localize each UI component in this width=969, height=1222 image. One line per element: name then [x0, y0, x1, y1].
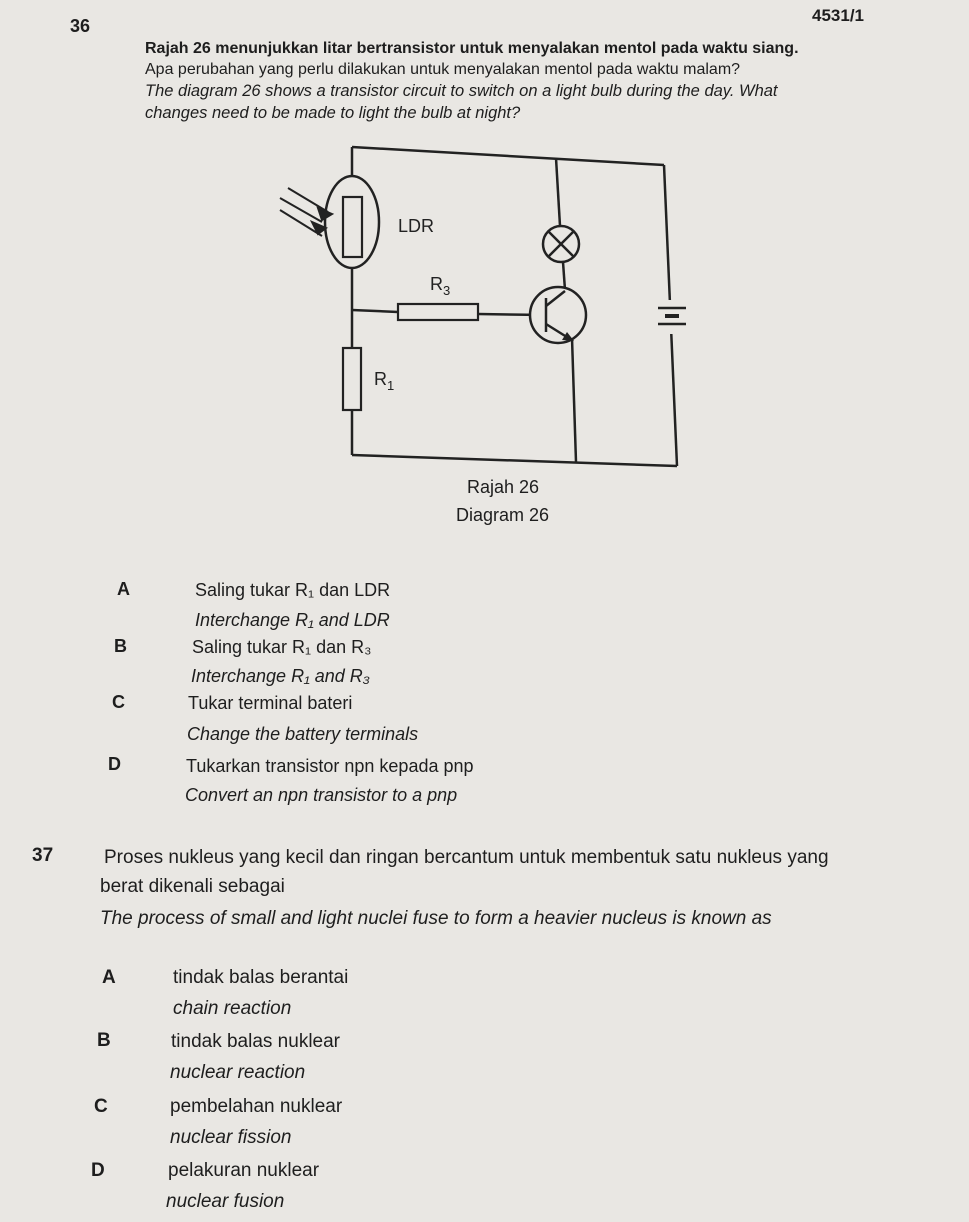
diagram-caption-english: Diagram 26	[456, 505, 550, 525]
q36-option-b-letter: B	[114, 636, 127, 656]
q37-option-c-english: nuclear fission	[170, 1127, 292, 1148]
battery-symbol	[658, 300, 686, 334]
q36-option-b-english: Interchange R₁ and R₃	[191, 666, 370, 686]
q37-malay-line-2: berat dikenali sebagai	[100, 876, 285, 897]
q37-option-d-malay: pelakuran nuklear	[168, 1160, 320, 1181]
page-code: 4531/1	[812, 6, 864, 25]
q37-option-d-english: nuclear fusion	[166, 1191, 285, 1212]
q37-option-a-malay: tindak balas berantai	[173, 967, 349, 988]
question-36-number: 36	[70, 16, 91, 36]
r3-label: $R_3$	[430, 274, 451, 298]
ldr-symbol	[325, 176, 379, 268]
r1-resistor	[343, 348, 361, 410]
q36-option-a-letter: A	[117, 579, 130, 599]
q37-malay-line-1: Proses nukleus yang kecil dan ringan bercantum untuk membentuk satu nukleus yang	[104, 847, 829, 868]
q36-malay-line-2: Apa perubahan yang perlu dilakukan untuk menyalakan mentol pada waktu malam?	[145, 61, 741, 78]
q36-english-line-1: The diagram 26 shows a transistor circuit to switch on a light bulb during the day. What	[145, 82, 778, 100]
q37-option-b-malay: tindak balas nuklear	[171, 1031, 340, 1052]
q37-option-b-letter: B	[97, 1030, 111, 1051]
npn-transistor-symbol	[530, 287, 586, 343]
question-37-number: 37	[32, 845, 54, 866]
ldr-label: LDR	[398, 216, 435, 236]
q36-option-c-malay: Tukar terminal bateri	[188, 693, 353, 713]
q36-option-b-malay: Saling tukar R₁ dan R₃	[192, 637, 372, 657]
q37-option-c-malay: pembelahan nuklear	[170, 1096, 343, 1117]
q36-option-d-letter: D	[108, 754, 121, 774]
q36-option-d-english: Convert an npn transistor to a pnp	[185, 785, 458, 805]
q36-option-c-letter: C	[112, 692, 125, 712]
transistor-circuit-diagram	[0, 0, 969, 540]
r1-label: $R_1$	[374, 369, 395, 393]
q36-malay-line-1: Rajah 26 menunjukkan litar bertransistor untuk menyalakan mentol pada waktu siang.	[145, 40, 799, 57]
q37-english-line-1: The process of small and light nuclei fuse to form a heavier nucleus is known as	[100, 908, 772, 929]
bulb-symbol	[543, 226, 579, 262]
diagram-caption-malay: Rajah 26	[467, 477, 540, 497]
q37-option-a-english: chain reaction	[173, 998, 292, 1019]
light-arrows-icon	[280, 188, 332, 236]
q37-option-b-english: nuclear reaction	[170, 1062, 306, 1083]
q37-option-c-letter: C	[94, 1096, 108, 1117]
r3-resistor	[398, 304, 478, 320]
q36-english-line-2: changes need to be made to light the bulb at night?	[145, 104, 521, 122]
q36-option-c-english: Change the battery terminals	[187, 724, 419, 744]
q37-option-a-letter: A	[102, 967, 116, 988]
q36-option-a-malay: Saling tukar R₁ dan LDR	[195, 580, 391, 600]
q36-option-d-malay: Tukarkan transistor npn kepada pnp	[186, 756, 474, 776]
q37-option-d-letter: D	[91, 1160, 105, 1181]
q36-option-a-english: Interchange R₁ and LDR	[195, 610, 390, 630]
